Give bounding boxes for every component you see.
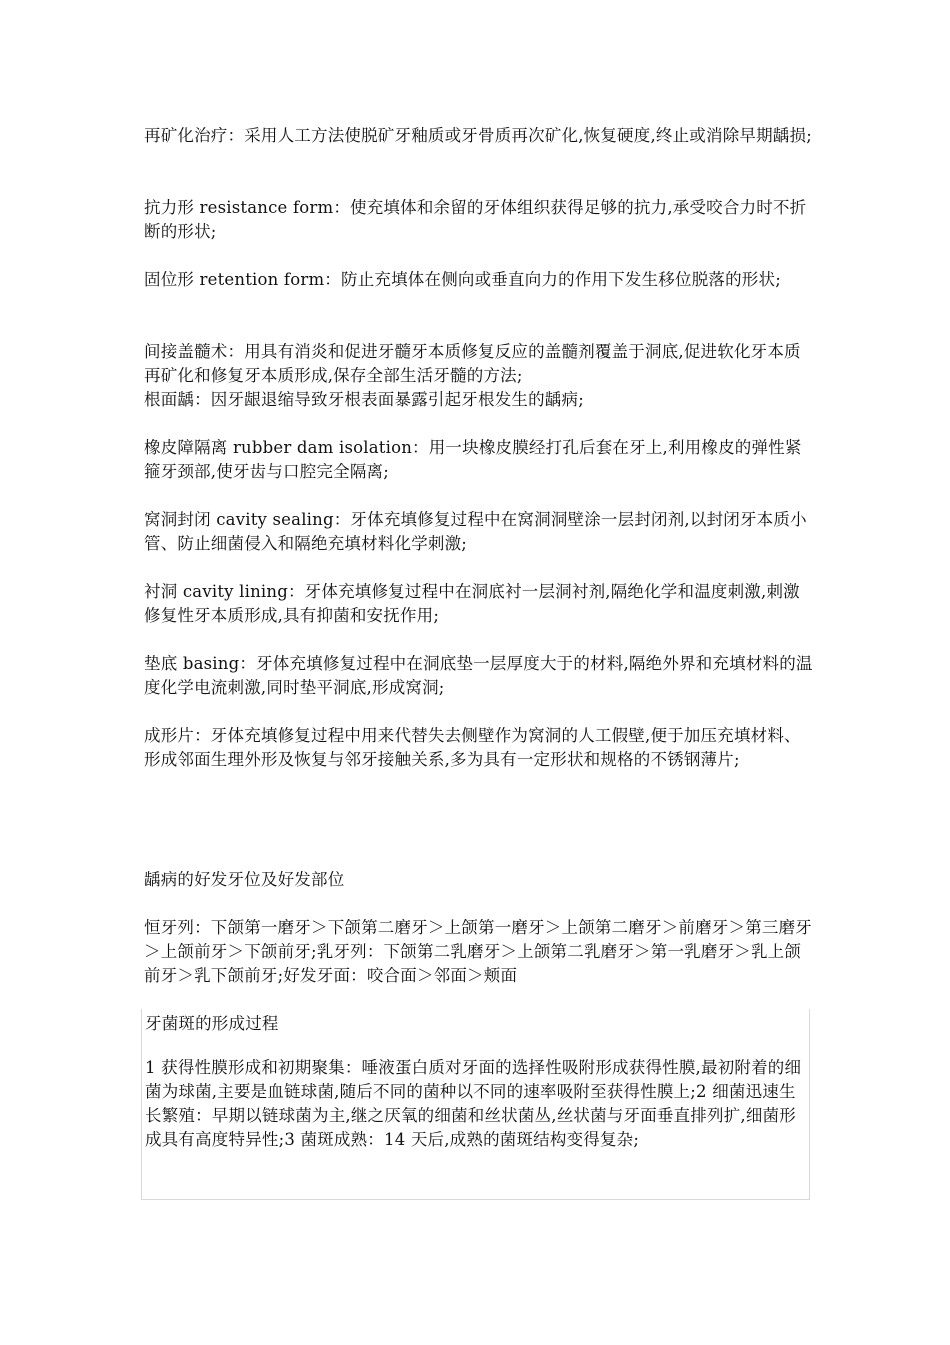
paragraph-rubber-dam: 橡皮障隔离 rubber dam isolation：用一块橡皮膜经打孔后套在牙上,利用橡皮的弹性紧箍牙颈部,使牙齿与口腔完全隔离; bbox=[144, 438, 802, 481]
paragraph-cavity-sealing: 窝洞封闭 cavity sealing：牙体充填修复过程中在窝洞洞壁涂一层封闭剂,以封闭牙本质小管、防止细菌侵入和隔绝充填材料化学刺激; bbox=[144, 510, 807, 553]
paragraph-caries-sites: 恒牙列：下颌第一磨牙＞下颌第二磨牙＞上颌第一磨牙＞上颌第二磨牙＞前磨牙＞第三磨牙＞上颌前牙＞下颌前牙;乳牙列：下颌第二乳磨牙＞上颌第二乳磨牙＞第一乳磨牙＞乳上颌前牙＞乳下颌前牙;好发牙面：咬合面＞邻面＞颊面 bbox=[144, 918, 812, 985]
section-heading-caries-sites: 龋病的好发牙位及好发部位 bbox=[144, 870, 345, 889]
paragraph-remineralization: 再矿化治疗：采用人工方法使脱矿牙釉质或牙骨质再次矿化,恢复硬度,终止或消除早期龋损; bbox=[144, 126, 812, 145]
paragraph-plaque-formation: 1 获得性膜形成和初期聚集：唾液蛋白质对牙面的选择性吸附形成获得性膜,最初附着的细菌为球菌,主要是血链球菌,随后不同的菌种以不同的速率吸附至获得性膜上;2 细菌迅速生长繁殖：早期以链球菌为主,继之厌氧的细菌和丝状菌丛,丝状菌与牙面垂直排列扩,细菌形成具有高度特异性;3 菌斑成熟：14 天后,成熟的菌斑结构变得复杂; bbox=[145, 1058, 802, 1149]
paragraph-root-caries: 根面龋：因牙龈退缩导致牙根表面暴露引起牙根发生的龋病; bbox=[144, 390, 584, 409]
paragraph-cavity-lining: 衬洞 cavity lining：牙体充填修复过程中在洞底衬一层洞衬剂,隔绝化学和温度刺激,刺激修复性牙本质形成,具有抑菌和安抚作用; bbox=[144, 582, 800, 625]
section-heading-plaque-formation: 牙菌斑的形成过程 bbox=[145, 1014, 279, 1033]
paragraph-resistance-form: 抗力形 resistance form：使充填体和余留的牙体组织获得足够的抗力,承受咬合力时不折断的形状; bbox=[144, 198, 807, 241]
paragraph-retention-form: 固位形 retention form：防止充填体在侧向或垂直向力的作用下发生移位脱落的形状; bbox=[144, 270, 781, 289]
paragraph-matrix-band: 成形片：牙体充填修复过程中用来代替失去侧壁作为窝洞的人工假壁,便于加压充填材料、形成邻面生理外形及恢复与邻牙接触关系,多为具有一定形状和规格的不锈钢薄片; bbox=[144, 726, 801, 769]
paragraph-indirect-pulp-capping: 间接盖髓术：用具有消炎和促进牙髓牙本质修复反应的盖髓剂覆盖于洞底,促进软化牙本质再矿化和修复牙本质形成,保存全部生活牙髓的方法; bbox=[144, 342, 801, 385]
plaque-text-box bbox=[141, 1009, 810, 1200]
paragraph-basing: 垫底 basing：牙体充填修复过程中在洞底垫一层厚度大于的材料,隔绝外界和充填材料的温度化学电流刺激,同时垫平洞底,形成窝洞; bbox=[144, 654, 813, 697]
